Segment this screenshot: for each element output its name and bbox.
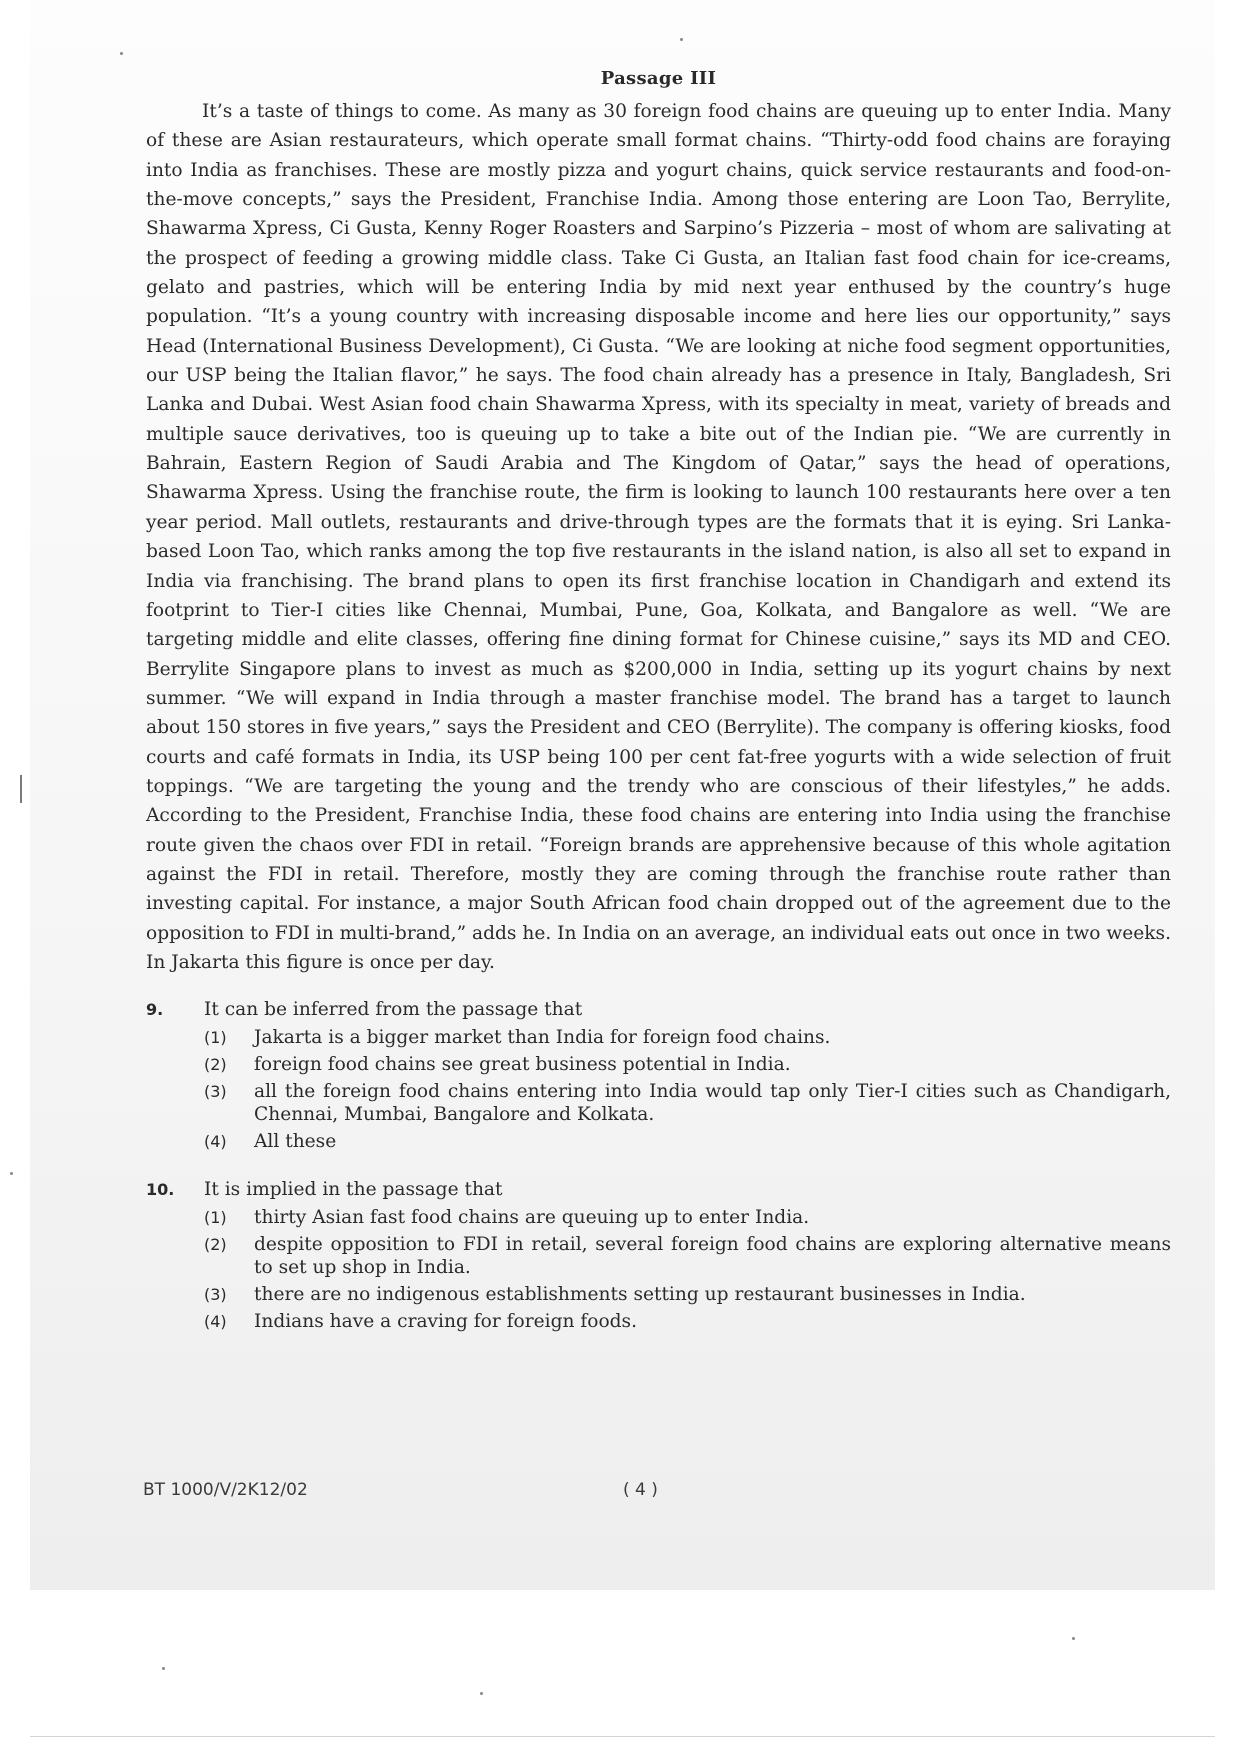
exam-page [146,68,1171,1568]
scan-speck [1072,1637,1075,1640]
option-item [204,1080,1171,1126]
scan-bottom-edge [30,1736,1215,1737]
option-item [204,1310,1171,1333]
option-item [204,1206,1171,1229]
option-item [204,1283,1171,1306]
question-9 [146,997,1171,1157]
option-text: there are no indigenous establishments setting up restaurant businesses in India. [254,1284,1026,1306]
page-number: ( 4 ) [623,1480,658,1500]
scan-speck [680,38,683,41]
option-text: all the foreign food chains entering into India would tap only Tier-I cities such as Chandigarh, Chennai, Mumbai, Bangalore and Kolkata. [254,1081,1171,1126]
option-text: Indians have a craving for foreign foods. [254,1311,637,1333]
question-number: 9. [146,1000,164,1020]
passage-title: Passage III [600,68,717,89]
scan-speck [480,1692,483,1695]
option-number: (4) [204,1312,227,1332]
scan-speck [10,1172,13,1175]
question-stem: It is implied in the passage that [204,1179,503,1201]
option-number: (4) [204,1132,227,1152]
option-number: (3) [204,1082,227,1102]
option-number: (2) [204,1055,227,1075]
option-item [204,1053,1171,1076]
option-item [204,1026,1171,1049]
option-number: (1) [204,1028,227,1048]
option-number: (1) [204,1208,227,1228]
option-text: despite opposition to FDI in retail, several foreign food chains are exploring alternative means to set up shop in India. [254,1234,1171,1279]
option-text: foreign food chains see great business potential in India. [254,1054,791,1076]
booklet-code: BT 1000/V/2K12/02 [143,1480,308,1500]
option-text: Jakarta is a bigger market than India for foreign food chains. [254,1027,831,1049]
option-text: thirty Asian fast food chains are queuing up to enter India. [254,1207,810,1229]
question-number: 10. [146,1180,175,1200]
scan-speck [162,1667,165,1670]
option-item [204,1233,1171,1279]
passage-text: It’s a taste of things to come. As many as 30 foreign food chains are queuing up to enter India. Many of these are Asian restaurateurs, which operate small format chains. “Thirty-odd food chains are foraying into India as franchises. These are mostly pizza and yogurt chains, quick service restaurants and food-on-the-move concepts,” says the President, Franchise India. Among those entering are Loon Tao, Berrylite, Shawarma Xpress, Ci Gusta, Kenny Roger Roasters and Sarpino’s Pizzeria – most of whom are salivating at the prospect of feeding a growing middle class. Take Ci Gusta, an Italian fast food chain for ice-creams, gelato and pastries, which will be entering India by mid next year enthused by the country’s huge population. “It’s a young country with increasing disposable income and here lies our opportunity,” says Head (International Business Development), Ci Gusta. “We are looking at niche food segment opportunities, our USP being the Italian flavor,” he says. The food chain already has a presence in Italy, Bangladesh, Sri Lanka and Dubai. West Asian food chain Shawarma Xpress, with its specialty in meat, variety of breads and multiple sauce derivatives, too is queuing up to take a bite out of the Indian pie. “We are currently in Bahrain, Eastern Region of Saudi Arabia and The Kingdom of Qatar,” says the head of operations, Shawarma Xpress. Using the franchise route, the firm is looking to launch 100 restaurants here over a ten year period. Mall outlets, restaurants and drive-through types are the formats that it is eying. Sri Lanka-based Loon Tao, which ranks among the top five restaurants in the island nation, is also all set to expand in India via franchising. The brand plans to open its first franchise location in Chandigarh and extend its footprint to Tier-I cities like Chennai, Mumbai, Pune, Goa, Kolkata, and Bangalore as well. “We are targeting middle and elite classes, offering fine dining format for Chinese cuisine,” says its MD and CEO. Berrylite Singapore plans to invest as much as $200,000 in India, setting up its yogurt chains by next summer. “We will expand in India through a master franchise model. The brand has a target to launch about 150 stores in five years,” says the President and CEO (Berrylite). The company is offering kiosks, food courts and café formats in India, its USP being 100 per cent fat-free yogurts with a wide selection of fruit toppings. “We are targeting the young and the trendy who are conscious of their lifestyles,” he adds. According to the President, Franchise India, these food chains are entering into India using the franchise route given the chaos over FDI in retail. “Foreign brands are apprehensive because of this whole agitation against the FDI in retail. Therefore, mostly they are coming through the franchise route rather than investing capital. For instance, a major South African food chain dropped out of the agreement due to the opposition to FDI in multi-brand,” adds he. In India on an average, an individual eats out once in two weeks. In Jakarta this figure is once per day. [146,101,1171,973]
option-number: (2) [204,1235,227,1255]
scan-speck [120,52,123,55]
option-number: (3) [204,1285,227,1305]
option-text: All these [254,1131,337,1153]
option-item [204,1130,1171,1153]
question-stem: It can be inferred from the passage that [204,999,583,1021]
scan-margin-mark [20,775,22,803]
question-10 [146,1177,1171,1337]
